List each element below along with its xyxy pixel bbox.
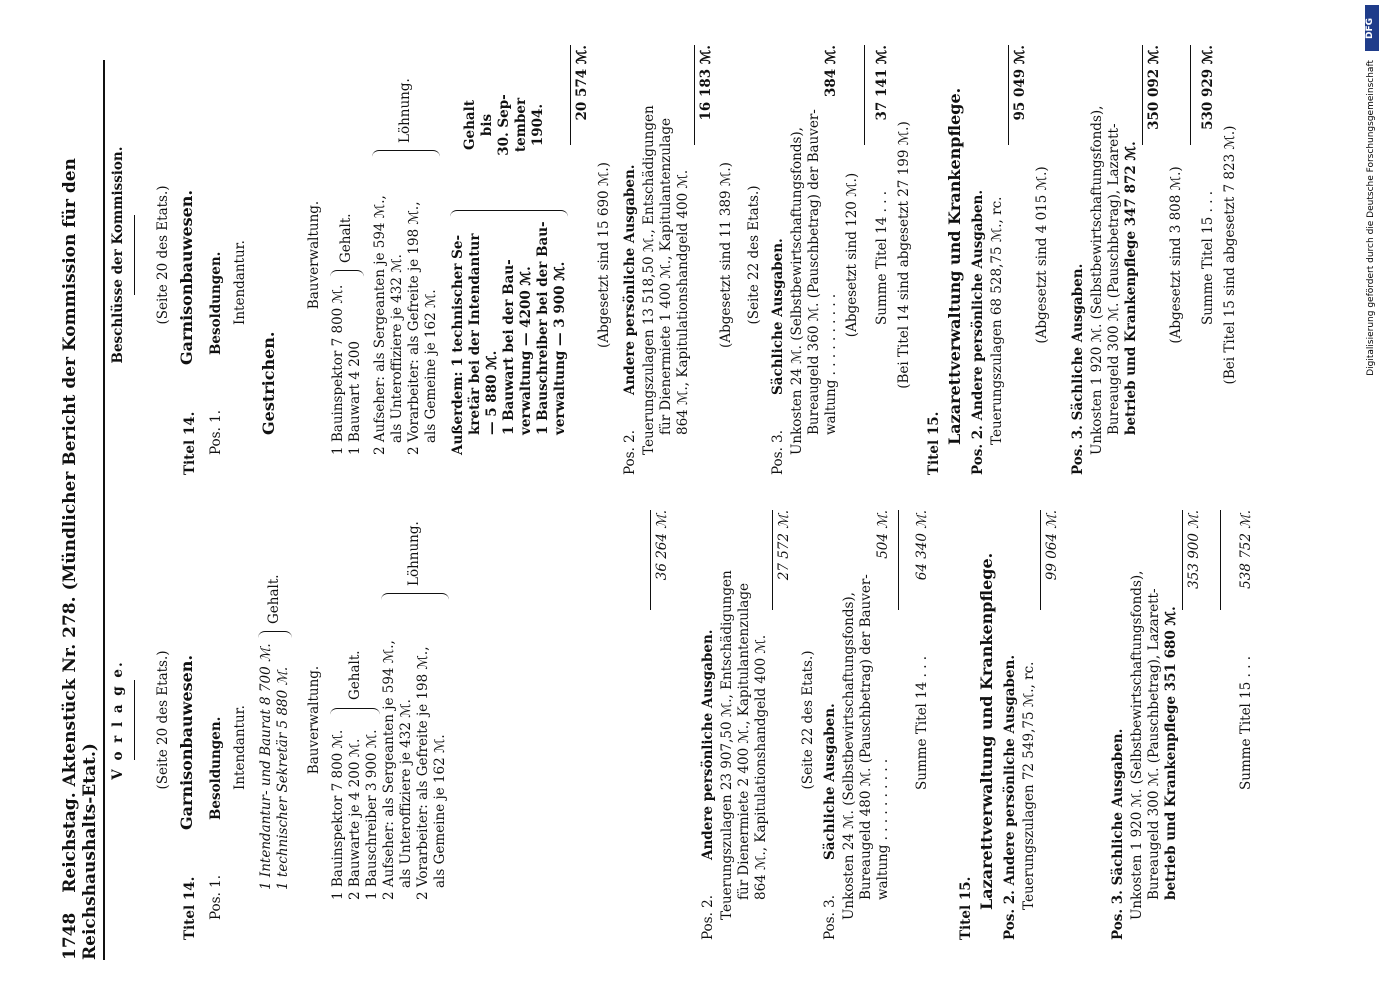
- sum-rule: [1190, 45, 1191, 145]
- summe-value: 538 752 ℳ.: [1238, 510, 1254, 589]
- summe-label: Summe Titel 14 . . .: [914, 655, 930, 790]
- brace: [330, 270, 364, 277]
- sum-rule: [898, 510, 899, 610]
- titel-15-label: Titel 15.: [926, 411, 942, 475]
- item-line: 2 Aufseher: als Sergeanten je 594 ℳ.,: [372, 195, 388, 455]
- brace: [330, 708, 380, 715]
- item-value: 384 ℳ.: [823, 45, 839, 98]
- item-line: Teuerungszulagen 68 528,75 ℳ., rc.: [989, 196, 1005, 445]
- item-line: Teuerungszulagen 72 549,75 ℳ., rc.: [1021, 661, 1037, 910]
- sum-value: 16 183 ℳ.: [698, 45, 714, 121]
- section-title: Garnisonbauwesen.: [177, 654, 196, 830]
- titel-14-label: Titel 14.: [182, 876, 198, 940]
- item-line: Unkosten 1 920 ℳ. (Selbstbewirtschaftungsfonds),: [1089, 105, 1105, 455]
- titel-15-label: Titel 15.: [958, 876, 974, 940]
- item-line: für Dienermiete 2 400 ℳ., Kapitulantenzulage: [736, 583, 752, 900]
- pos-3-label: Pos. 3.: [822, 894, 838, 940]
- etat-page-ref: (Seite 22 des Etats.): [746, 185, 762, 325]
- abgesetzt-note: (Abgesetzt sind 15 690 ℳ.): [596, 162, 612, 348]
- item-line: betrieb und Krankenpflege 347 872 ℳ.: [1123, 141, 1139, 435]
- item-line: betrieb und Krankenpflege 351 680 ℳ.: [1163, 606, 1179, 900]
- digitization-credit: Digitalisierung gefördert durch die Deutsche Forschungsgemeinschaft: [1366, 60, 1376, 376]
- item-line: 864 ℳ., Kapitulationshandgeld 400 ℳ.: [753, 634, 769, 900]
- addition-line: 1 Bauschreiber bei der Bau-: [535, 221, 551, 435]
- item-line: als Unteroffiziere je 432 ℳ.: [389, 254, 405, 443]
- divider: [134, 215, 135, 295]
- item-line: 1 technischer Sekretär 5 880 ℳ.: [275, 666, 291, 890]
- abgesetzt-note: (Bei Titel 15 sind abgesetzt 7 823 ℳ.): [1222, 125, 1238, 385]
- subsection-title: Pos. 3. Sächliche Ausgaben.: [1070, 263, 1086, 475]
- pos-1-label: Pos. 1.: [208, 409, 224, 455]
- etat-page-ref: (Seite 20 des Etats.): [155, 650, 171, 790]
- item-value: 99 064 ℳ.: [1044, 510, 1060, 581]
- item-line: Unkosten 1 920 ℳ. (Selbstbewirtschaftungsfonds),: [1129, 570, 1145, 920]
- sum-rule: [570, 45, 571, 145]
- item-line: als Gemeine je 162 ℳ.: [432, 734, 448, 888]
- item-line: 1 Bauinspektor 7 800 ℳ.: [330, 729, 346, 900]
- gehalt-bis-line: bis: [479, 113, 495, 137]
- section-title: Lazarettverwaltung und Krankenpflege.: [977, 552, 996, 910]
- digitization-footer: [1363, 0, 1383, 1000]
- subsection-title: Besoldungen.: [208, 716, 224, 820]
- abgesetzt-note: (Abgesetzt sind 3 808 ℳ.): [1168, 166, 1184, 344]
- summe-value: 37 141 ℳ.: [874, 45, 890, 121]
- column-heading: Beschlüsse der Kommission.: [110, 146, 126, 364]
- summe-value: 64 340 ℳ.: [914, 510, 930, 581]
- item-value: 504 ℳ.: [875, 510, 891, 559]
- summe-label: Summe Titel 15 . . .: [1238, 655, 1254, 790]
- gehalt-label: Gehalt.: [338, 213, 354, 263]
- item-value: 350 092 ℳ.: [1146, 45, 1162, 130]
- addition-line: verwaltung — 4200 ℳ.: [518, 266, 534, 435]
- sum-rule: [1220, 510, 1221, 610]
- item-value: 353 900 ℳ.: [1186, 510, 1202, 589]
- bauverwaltung-label: Bauverwaltung.: [306, 665, 322, 775]
- sum-value: 36 264 ℳ.: [654, 510, 670, 581]
- item-line: waltung . . . . . . . . . .: [875, 758, 891, 900]
- section-title: Lazarettverwaltung und Krankenpflege.: [945, 87, 964, 445]
- gehalt-bis-line: tember: [513, 97, 529, 153]
- pos-3-label: Pos. 3.: [770, 429, 786, 475]
- item-line: für Dienermiete 1 400 ℳ., Kapitulantenzulage: [658, 118, 674, 435]
- item-line: 2 Aufseher: als Sergeanten je 594 ℳ.,: [381, 640, 397, 900]
- column-heading: V o r l a g e.: [110, 660, 126, 780]
- item-line: als Gemeine je 162 ℳ.: [423, 289, 439, 443]
- brace: [258, 631, 292, 638]
- item-line: 2 Vorarbeiter: als Gefreite je 198 ℳ.,: [415, 646, 431, 900]
- gehalt-label: Gehalt.: [266, 574, 282, 624]
- sum-rule: [694, 45, 695, 145]
- sum-rule: [1040, 510, 1041, 610]
- sum-rule: [650, 510, 651, 610]
- item-line: Bureaugeld 300 ℳ. (Pauschbetrag), Lazarett-: [1106, 123, 1122, 435]
- item-line: Teuerungszulagen 23 907,50 ℳ., Entschädigungen: [719, 570, 735, 920]
- item-line: Teuerungszulagen 13 518,50 ℳ., Entschädigungen: [641, 105, 657, 455]
- brace: [372, 150, 440, 157]
- summe-label: Summe Titel 14 . . .: [874, 190, 890, 325]
- intendantur-label: Intendantur.: [232, 240, 248, 325]
- addition-line: Außerdem: 1 technischer Se-: [450, 234, 466, 455]
- sum-rule: [1142, 45, 1143, 145]
- bauverwaltung-label: Bauverwaltung.: [306, 200, 322, 310]
- subsection-title: Andere persönliche Ausgaben.: [622, 164, 638, 395]
- gehalt-bis-line: 1904.: [530, 103, 546, 147]
- item-line: waltung . . . . . . . . . .: [823, 293, 839, 435]
- subsection-title: Pos. 2. Andere persönliche Ausgaben.: [970, 189, 986, 475]
- section-title: Garnisonbauwesen.: [177, 189, 196, 365]
- item-line: 1 Bauwart 4 200: [347, 341, 363, 455]
- item-line: 1 Bauinspektor 7 800 ℳ.: [330, 284, 346, 455]
- gehalt-bis-line: Gehalt: [462, 99, 478, 151]
- etat-page-ref: (Seite 22 des Etats.): [800, 650, 816, 790]
- abgesetzt-note: (Bei Titel 14 sind abgesetzt 27 199 ℳ.): [896, 121, 912, 389]
- addition-line: — 5 880 ℳ.: [484, 350, 500, 435]
- item-line: Bureaugeld 360 ℳ. (Pauschbetrag) der Bauver-: [806, 109, 822, 435]
- gehalt-label: Gehalt.: [347, 650, 363, 700]
- subsection-title: Besoldungen.: [208, 251, 224, 355]
- pos-2-label: Pos. 2.: [700, 894, 716, 940]
- gestrichen-label: Gestrichen.: [259, 331, 278, 435]
- item-line: Unkosten 24 ℳ. (Selbstbewirtschaftungsfonds),: [789, 127, 805, 455]
- abgesetzt-note: (Abgesetzt sind 4 015 ℳ.): [1034, 166, 1050, 344]
- sum-value: 27 572 ℳ.: [776, 510, 792, 581]
- sum-value: 20 574 ℳ.: [574, 45, 590, 121]
- sum-rule: [772, 510, 773, 610]
- titel-14-label: Titel 14.: [182, 411, 198, 475]
- item-line: 2 Vorarbeiter: als Gefreite je 198 ℳ.,: [406, 201, 422, 455]
- pos-2-label: Pos. 2.: [622, 429, 638, 475]
- page-number: 1748: [60, 912, 80, 960]
- subsection-title: Pos. 2. Andere persönliche Ausgaben.: [1002, 654, 1018, 940]
- loehnung-label: Löhnung.: [406, 521, 422, 586]
- loehnung-label: Löhnung.: [397, 78, 413, 143]
- pos-1-label: Pos. 1.: [208, 874, 224, 920]
- brace: [450, 210, 568, 217]
- running-header: [60, 60, 105, 960]
- item-line: Bureaugeld 480 ℳ. (Pauschbetrag) der Bauver-: [858, 574, 874, 900]
- intendantur-label: Intendantur.: [232, 705, 248, 790]
- summe-value: 530 929 ℳ.: [1200, 45, 1216, 130]
- subsection-title: Sächliche Ausgaben.: [822, 703, 838, 860]
- sum-rule: [1008, 45, 1009, 145]
- divider: [134, 680, 135, 760]
- summe-label: Summe Titel 15 . . .: [1200, 190, 1216, 325]
- item-line: 1 Intendantur- und Baurat 8 700 ℳ.: [258, 643, 274, 890]
- dfg-logo: DFG: [1365, 5, 1379, 51]
- addition-line: 1 Bauwart bei der Bau-: [501, 259, 517, 435]
- gehalt-bis-line: 30. Sep-: [496, 94, 512, 156]
- item-line: 864 ℳ., Kapitulationshandgeld 400 ℳ.: [675, 169, 691, 435]
- subsection-title: Sächliche Ausgaben.: [770, 238, 786, 395]
- subsection-title: Andere persönliche Ausgaben.: [700, 629, 716, 860]
- item-value: 95 049 ℳ.: [1012, 45, 1028, 121]
- brace: [381, 593, 449, 600]
- item-line: 1 Bauschreiber 3 900 ℳ.: [364, 729, 380, 900]
- item-line: Unkosten 24 ℳ. (Selbstbewirtschaftungsfonds),: [841, 592, 857, 920]
- item-line: 2 Bauwarte je 4 200 ℳ.: [347, 738, 363, 900]
- abgesetzt-note: (Abgesetzt sind 11 389 ℳ.): [718, 162, 734, 348]
- abgesetzt-note: (Abgesetzt sind 120 ℳ.): [844, 172, 860, 338]
- sum-rule: [1182, 510, 1183, 610]
- header-title: Reichstag. Aktenstück Nr. 278. (Mündlicher Bericht der Kommission für den Reichshaushalts-Etat.): [60, 158, 100, 960]
- addition-line: verwaltung — 3 900 ℳ.: [552, 261, 568, 435]
- item-line: als Unteroffiziere je 432 ℳ.: [398, 699, 414, 888]
- addition-line: kretär bei der Intendantur: [467, 233, 483, 435]
- subsection-title: Pos. 3. Sächliche Ausgaben.: [1110, 728, 1126, 940]
- sum-rule: [864, 45, 865, 145]
- item-line: Bureaugeld 300 ℳ. (Pauschbetrag), Lazarett-: [1146, 588, 1162, 900]
- etat-page-ref: (Seite 20 des Etats.): [155, 185, 171, 325]
